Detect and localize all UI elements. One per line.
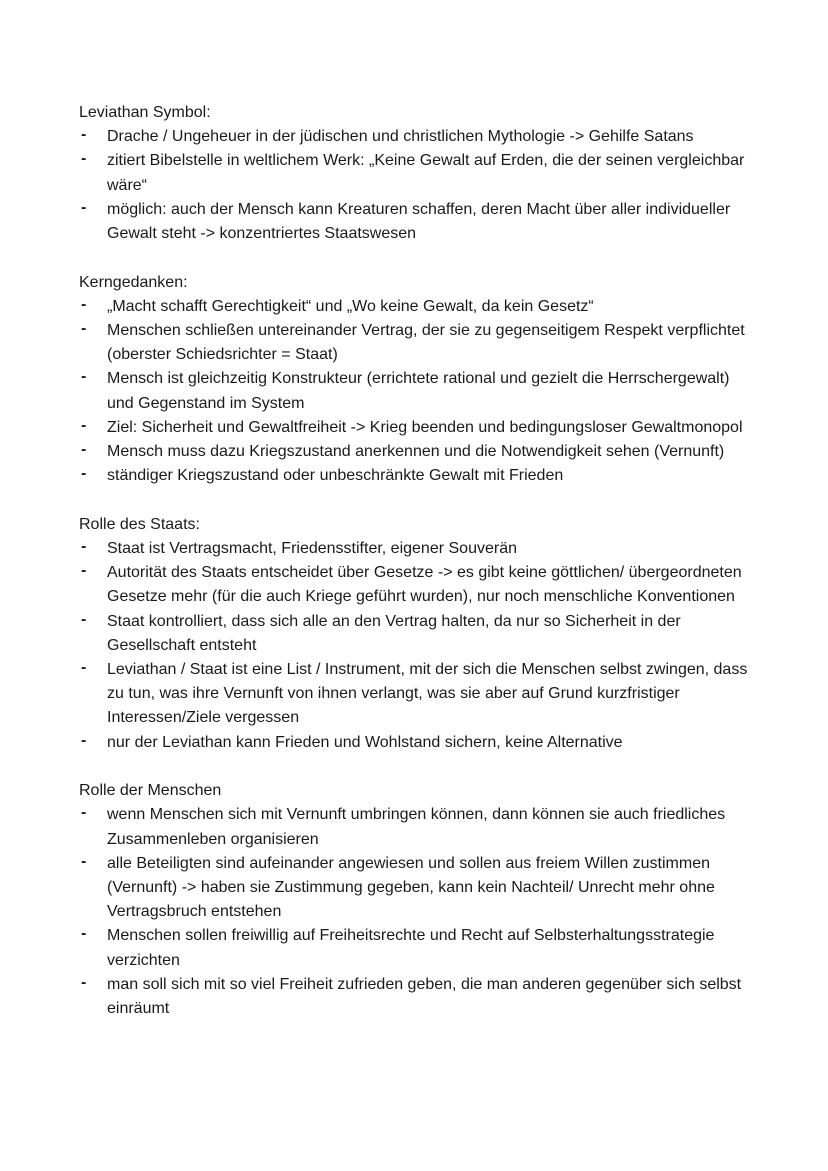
bullet-list bbox=[79, 125, 759, 246]
list-item bbox=[79, 537, 759, 561]
list-item bbox=[79, 464, 759, 488]
list-item-text: nur der Leviathan kann Frieden und Wohlstand sichern, keine Alternative bbox=[107, 733, 623, 751]
dash-bullet-icon: - bbox=[81, 925, 87, 943]
dash-bullet-icon: - bbox=[81, 465, 87, 483]
dash-bullet-icon: - bbox=[81, 198, 87, 216]
dash-bullet-icon: - bbox=[81, 416, 87, 434]
dash-bullet-icon: - bbox=[81, 295, 87, 313]
list-item-text: Mensch muss dazu Kriegszustand anerkennen und die Notwendigkeit sehen (Vernunft) bbox=[107, 443, 725, 461]
section-rolle-der-menschen bbox=[79, 779, 759, 1021]
list-item-text: Staat ist Vertragsmacht, Friedensstifter, eigener Souverän bbox=[107, 540, 517, 558]
list-item-text: „Macht schafft Gerechtigkeit“ und „Wo keine Gewalt, da kein Gesetz“ bbox=[107, 297, 594, 315]
list-item-text: Menschen sollen freiwillig auf Freiheitsrechte und Recht auf Selbsterhaltungsstrategie verzichten bbox=[107, 927, 715, 969]
list-item bbox=[79, 973, 759, 1021]
dash-bullet-icon: - bbox=[81, 973, 87, 991]
dash-bullet-icon: - bbox=[81, 126, 87, 144]
list-item-text: Autorität des Staats entscheidet über Gesetze -> es gibt keine göttlichen/ übergeordneten Gesetze mehr (für die auch Kriege geführt wurden), nur noch menschliche Konventionen bbox=[107, 564, 742, 606]
list-item-text: Drache / Ungeheuer in der jüdischen und christlichen Mythologie -> Gehilfe Satans bbox=[107, 128, 694, 146]
bullet-list bbox=[79, 537, 759, 755]
list-item-text: ständiger Kriegszustand oder unbeschränkte Gewalt mit Frieden bbox=[107, 467, 564, 485]
list-item bbox=[79, 125, 759, 149]
list-item-text: man soll sich mit so viel Freiheit zufrieden geben, die man anderen gegenüber sich selbst einräumt bbox=[107, 975, 742, 1018]
list-item-text: Staat kontrolliert, dass sich alle an den Vertrag halten, da nur so Sicherheit in der Gesellschaft entsteht bbox=[107, 612, 681, 654]
list-item bbox=[79, 803, 759, 851]
list-item bbox=[79, 416, 759, 440]
list-item-text: Leviathan / Staat ist eine List / Instrument, mit der sich die Menschen selbst zwingen, dass zu tun, was ihre Vernunft von ihnen verlangt, was sie aber auf Grund kurzfristiger Interessen/Ziele vergessen bbox=[107, 661, 748, 727]
dash-bullet-icon: - bbox=[81, 538, 87, 556]
dash-bullet-icon: - bbox=[81, 731, 87, 749]
bullet-list bbox=[79, 295, 759, 489]
list-item-text: alle Beteiligten sind aufeinander angewiesen und sollen aus freiem Willen zustimmen (Vernunft) -> haben sie Zustimmung gegeben, kann kein Nachteil/ Unrecht mehr ohne Vertragsbruch entstehen bbox=[107, 854, 715, 921]
list-item-text: wenn Menschen sich mit Vernunft umbringen können, dann können sie auch friedliches Zusammenleben organisieren bbox=[107, 806, 726, 848]
dash-bullet-icon: - bbox=[81, 804, 87, 822]
dash-bullet-icon: - bbox=[81, 368, 87, 386]
list-item bbox=[79, 198, 759, 246]
section-title: Rolle des Staats: bbox=[79, 515, 200, 533]
section-leviathan-symbol bbox=[79, 101, 759, 246]
list-item bbox=[79, 610, 759, 658]
list-item bbox=[79, 319, 759, 367]
list-item-text: Ziel: Sicherheit und Gewaltfreiheit -> Krieg beenden und bedingungsloser Gewaltmonopol bbox=[107, 418, 743, 436]
dash-bullet-icon: - bbox=[81, 562, 87, 580]
document-body bbox=[79, 101, 759, 1046]
list-item-text: Menschen schließen untereinander Vertrag, der sie zu gegenseitigem Respekt verpflichtet (oberster Schiedsrichter = Staat) bbox=[107, 322, 745, 364]
dash-bullet-icon: - bbox=[81, 610, 87, 628]
list-item bbox=[79, 852, 759, 925]
list-item bbox=[79, 731, 759, 755]
dash-bullet-icon: - bbox=[81, 441, 87, 459]
dash-bullet-icon: - bbox=[81, 320, 87, 338]
list-item bbox=[79, 924, 759, 972]
list-item-text: möglich: auch der Mensch kann Kreaturen schaffen, deren Macht über aller individueller Gewalt steht -> konzentriertes Staatswesen bbox=[107, 200, 731, 243]
section-kerngedanken bbox=[79, 271, 759, 489]
section-title: Leviathan Symbol: bbox=[79, 104, 211, 121]
list-item-text: Mensch ist gleichzeitig Konstrukteur (errichtete rational und gezielt die Herrschergewalt) und Gegenstand im System bbox=[107, 370, 730, 412]
list-item bbox=[79, 440, 759, 464]
section-rolle-des-staats bbox=[79, 513, 759, 755]
list-item-text: zitiert Bibelstelle in weltlichem Werk: „Keine Gewalt auf Erden, die der seinen vergleichbar wäre“ bbox=[107, 152, 745, 194]
dash-bullet-icon: - bbox=[81, 852, 87, 870]
section-title: Kerngedanken: bbox=[79, 273, 188, 291]
list-item bbox=[79, 295, 759, 319]
dash-bullet-icon: - bbox=[81, 659, 87, 677]
dash-bullet-icon: - bbox=[81, 150, 87, 168]
list-item bbox=[79, 561, 759, 609]
list-item bbox=[79, 367, 759, 415]
section-title: Rolle der Menschen bbox=[79, 782, 222, 800]
bullet-list bbox=[79, 803, 759, 1021]
list-item bbox=[79, 658, 759, 731]
list-item bbox=[79, 149, 759, 197]
